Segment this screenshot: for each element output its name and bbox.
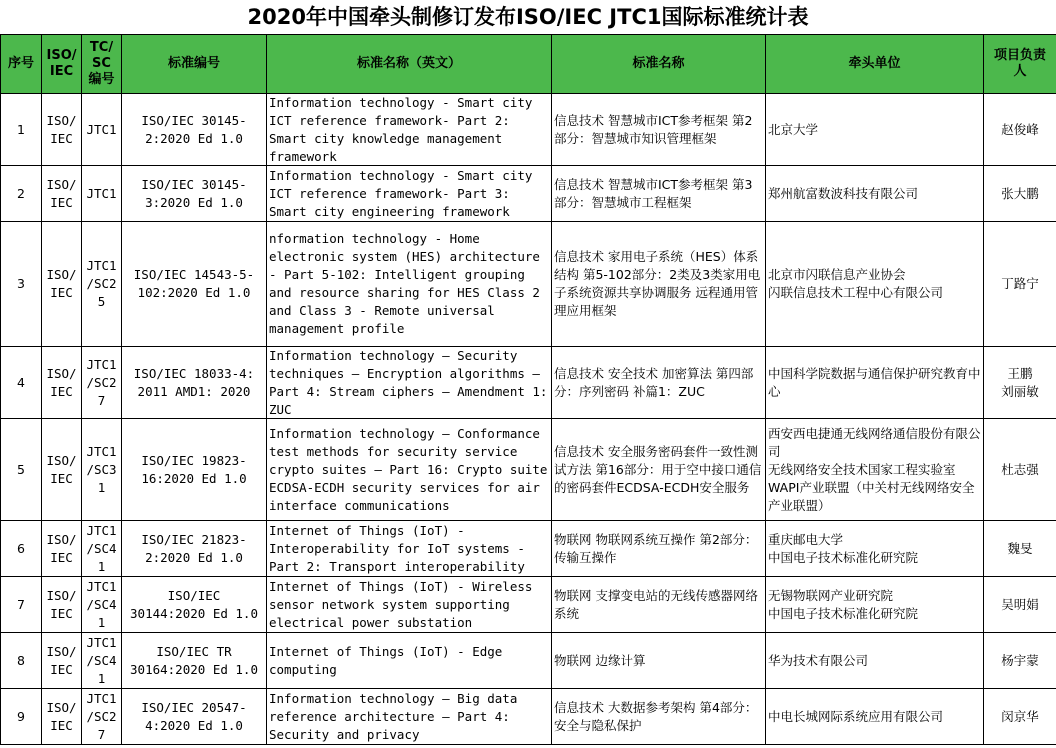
page-title: 2020年中国牵头制修订发布ISO/IEC JTC1国际标准统计表: [247, 5, 809, 29]
cell-unit-text: 无锡物联网产业研究院 中国电子技术标准化研究院: [768, 587, 919, 621]
cell-std-text: ISO/IEC TR 30164:2020 Ed 1.0: [130, 643, 258, 677]
cell-unit-text: 华为技术有限公司: [768, 652, 869, 668]
cell-lead: [984, 419, 1056, 521]
header-en: 标准名称（英文）: [267, 35, 552, 94]
header-std: 标准编号: [122, 35, 267, 94]
header-unit: 牵头单位: [766, 35, 984, 94]
cell-std: [122, 521, 267, 577]
cell-std-text: ISO/IEC 18033-4: 2011 AMD1: 2020: [133, 365, 255, 399]
cell-tc: [82, 166, 122, 222]
cell-unit-text: 西安西电捷通无线网络通信股份有限公司 无线网络安全技术国家工程实验室 WAPI产业联盟（中关村无线网络安全产业联盟）: [768, 425, 981, 513]
cell-tc-text: JTC1 /SC4 1: [86, 634, 117, 686]
cell-std-text: ISO/IEC 20547- 4:2020 Ed 1.0: [141, 699, 247, 733]
cell-no-text: 7: [17, 596, 25, 612]
table-row: [1, 577, 1056, 633]
cell-lead-text: 张大鹏: [1001, 185, 1039, 201]
cell-cn: [552, 633, 766, 689]
cell-std: [122, 94, 267, 166]
cell-lead-text: 杨宇蒙: [1001, 652, 1039, 668]
cell-no: [1, 222, 42, 347]
header-tc: TC/ SC 编号: [82, 35, 122, 94]
cell-org-text: ISO/ IEC: [46, 643, 77, 677]
cell-lead: [984, 347, 1056, 419]
cell-no-text: 6: [17, 540, 25, 556]
cell-tc-text: JTC1 /SC4 1: [86, 522, 117, 574]
cell-org: [42, 166, 82, 222]
cell-unit: [766, 521, 984, 577]
cell-no-text: 2: [17, 185, 25, 201]
table-row: [1, 94, 1056, 166]
cell-tc-text: JTC1 /SC4 1: [86, 578, 117, 630]
cell-no: [1, 94, 42, 166]
cell-lead-text: 魏旻: [1007, 540, 1033, 556]
cell-tc-text: JTC1 /SC2 7: [86, 356, 117, 408]
cell-unit: [766, 166, 984, 222]
cell-org: [42, 347, 82, 419]
cell-cn-text: 信息技术 安全服务密码套件一致性测试方法 第16部分：用于空中接口通信的密码套件ECDSA-ECDH安全服务: [554, 443, 762, 495]
cell-en: [267, 419, 552, 521]
standards-table: [0, 34, 1056, 745]
cell-en-text: nformation technology - Home electronic system (HES) architecture - Part 5-102: Intelligent grouping and resource sharing for HES Class 2 and Class 3 - Remote universal management profile: [269, 231, 540, 336]
header-org: ISO/ IEC: [42, 35, 82, 94]
cell-std: [122, 577, 267, 633]
cell-unit-text: 中国科学院数据与通信保护研究教育中心: [768, 365, 981, 399]
cell-lead-text: 丁路宁: [1001, 276, 1039, 291]
cell-org: [42, 633, 82, 689]
cell-std: [122, 222, 267, 347]
cell-tc-text: JTC1 /SC3 1: [86, 443, 117, 495]
table-row: [1, 521, 1056, 577]
cell-en-text: Information technology - Smart city ICT reference framework- Part 2: Smart city knowledge management framework: [269, 95, 533, 164]
cell-tc-text: JTC1: [86, 185, 117, 201]
cell-org: [42, 521, 82, 577]
cell-en-text: Information technology — Security techniques — Encryption algorithms — Part 4: Stream ciphers — Amendment 1: ZUC: [269, 348, 548, 417]
cell-cn: [552, 689, 766, 745]
cell-unit: [766, 689, 984, 745]
cell-cn: [552, 521, 766, 577]
cell-unit: [766, 94, 984, 166]
cell-cn-text: 物联网 支撑变电站的无线传感器网络系统: [554, 587, 758, 621]
header-row: [1, 35, 1056, 94]
cell-no: [1, 347, 42, 419]
cell-lead: [984, 577, 1056, 633]
table-row: [1, 419, 1056, 521]
cell-cn: [552, 166, 766, 222]
cell-lead: [984, 222, 1056, 347]
cell-std: [122, 419, 267, 521]
cell-en: [267, 222, 552, 347]
cell-std-text: ISO/IEC 30145- 2:2020 Ed 1.0: [141, 112, 247, 146]
cell-org-text: ISO/ IEC: [46, 531, 77, 565]
cell-tc: [82, 521, 122, 577]
cell-org: [42, 222, 82, 347]
cell-en: [267, 689, 552, 745]
cell-unit: [766, 633, 984, 689]
cell-org-text: ISO/ IEC: [46, 267, 77, 300]
header-no: 序号: [1, 35, 42, 94]
cell-std-text: ISO/IEC 14543-5- 102:2020 Ed 1.0: [133, 267, 255, 300]
cell-tc: [82, 419, 122, 521]
cell-unit: [766, 419, 984, 521]
cell-lead-text: 杜志强: [1001, 461, 1039, 477]
cell-no: [1, 166, 42, 222]
cell-org: [42, 577, 82, 633]
cell-unit-text: 重庆邮电大学 中国电子技术标准化研究院: [768, 531, 919, 565]
cell-org-text: ISO/ IEC: [46, 112, 77, 146]
cell-tc-text: JTC1: [86, 121, 117, 137]
cell-cn-text: 信息技术 家用电子系统（HES）体系结构 第5-102部分：2类及3类家用电子系统资源共享协调服务 远程通用管理应用框架: [554, 249, 761, 318]
cell-no: [1, 419, 42, 521]
cell-cn-text: 物联网 边缘计算: [554, 652, 646, 668]
cell-tc-text: JTC1 /SC2 5: [86, 258, 117, 309]
cell-cn-text: 物联网 物联网系统互操作 第2部分：传输互操作: [554, 531, 758, 565]
cell-no-text: 1: [17, 121, 25, 137]
cell-unit-text: 郑州航富数波科技有限公司: [768, 185, 919, 201]
table-row: [1, 222, 1056, 347]
cell-en: [267, 633, 552, 689]
table-row: [1, 689, 1056, 745]
cell-lead-text: 赵俊峰: [1001, 121, 1039, 137]
cell-cn: [552, 222, 766, 347]
cell-org-text: ISO/ IEC: [46, 176, 77, 210]
table-row: [1, 347, 1056, 419]
cell-std-text: ISO/IEC 19823- 16:2020 Ed 1.0: [141, 452, 247, 486]
cell-org: [42, 689, 82, 745]
cell-unit-text: 北京市闪联信息产业协会 闪联信息技术工程中心有限公司: [768, 267, 944, 300]
cell-org: [42, 94, 82, 166]
cell-no-text: 5: [17, 461, 25, 477]
header-cn: 标准名称: [552, 35, 766, 94]
cell-org-text: ISO/ IEC: [46, 587, 77, 621]
cell-lead-text: 闵京华: [1001, 708, 1039, 724]
cell-no-text: 3: [17, 276, 25, 291]
cell-cn: [552, 577, 766, 633]
cell-unit: [766, 347, 984, 419]
cell-org-text: ISO/ IEC: [46, 452, 77, 486]
cell-no-text: 4: [17, 374, 25, 390]
cell-en-text: Information technology — Conformance test methods for security service crypto suites — Part 16: Crypto suite ECDSA-ECDH security services for air interface communications: [269, 425, 548, 513]
cell-no: [1, 577, 42, 633]
cell-tc-text: JTC1 /SC2 7: [86, 690, 117, 742]
cell-cn: [552, 347, 766, 419]
cell-en: [267, 577, 552, 633]
cell-tc: [82, 347, 122, 419]
header-lead: 项目负责 人: [984, 35, 1056, 94]
cell-tc: [82, 689, 122, 745]
cell-en: [267, 521, 552, 577]
cell-lead: [984, 94, 1056, 166]
cell-no-text: 8: [17, 652, 25, 668]
cell-cn-text: 信息技术 大数据参考架构 第4部分：安全与隐私保护: [554, 699, 758, 733]
cell-en: [267, 166, 552, 222]
cell-cn: [552, 94, 766, 166]
cell-no: [1, 633, 42, 689]
cell-cn-text: 信息技术 安全技术 加密算法 第四部分：序列密码 补篇1：ZUC: [554, 365, 754, 399]
cell-std-text: ISO/IEC 30144:2020 Ed 1.0: [130, 587, 258, 621]
cell-tc: [82, 222, 122, 347]
cell-cn: [552, 419, 766, 521]
cell-unit: [766, 222, 984, 347]
cell-std-text: ISO/IEC 21823- 2:2020 Ed 1.0: [141, 531, 247, 565]
cell-en-text: Internet of Things (IoT) - Edge computing: [269, 643, 503, 677]
cell-tc: [82, 633, 122, 689]
cell-unit-text: 中电长城网际系统应用有限公司: [768, 708, 944, 724]
cell-no: [1, 689, 42, 745]
cell-unit-text: 北京大学: [768, 121, 819, 137]
cell-std: [122, 347, 267, 419]
cell-en-text: Internet of Things (IoT) - Wireless sensor network system supporting electrical power substation: [269, 578, 533, 630]
cell-no-text: 9: [17, 708, 25, 724]
cell-no: [1, 521, 42, 577]
cell-std-text: ISO/IEC 30145- 3:2020 Ed 1.0: [141, 176, 247, 210]
cell-unit: [766, 577, 984, 633]
cell-std: [122, 166, 267, 222]
cell-lead: [984, 166, 1056, 222]
cell-org-text: ISO/ IEC: [46, 365, 77, 399]
cell-std: [122, 689, 267, 745]
cell-lead-text: 吴明娟: [1001, 596, 1039, 612]
cell-std: [122, 633, 267, 689]
table-row: [1, 166, 1056, 222]
cell-lead: [984, 689, 1056, 745]
cell-org: [42, 419, 82, 521]
cell-en-text: Information technology - Smart city ICT reference framework- Part 3: Smart city engineering framework: [269, 167, 533, 219]
cell-en: [267, 347, 552, 419]
cell-lead: [984, 521, 1056, 577]
cell-tc: [82, 577, 122, 633]
cell-lead: [984, 633, 1056, 689]
cell-en: [267, 94, 552, 166]
cell-org-text: ISO/ IEC: [46, 699, 77, 733]
cell-cn-text: 信息技术 智慧城市ICT参考框架 第2部分：智慧城市知识管理框架: [554, 112, 753, 146]
cell-en-text: Internet of Things (IoT) - Interoperability for IoT systems - Part 2: Transport interoperability: [269, 522, 525, 574]
cell-tc: [82, 94, 122, 166]
cell-en-text: Information technology — Big data reference architecture — Part 4: Security and privacy: [269, 690, 518, 742]
cell-cn-text: 信息技术 智慧城市ICT参考框架 第3部分：智慧城市工程框架: [554, 176, 753, 210]
table-row: [1, 633, 1056, 689]
cell-lead-text: 王鹏 刘丽敏: [1001, 365, 1039, 399]
